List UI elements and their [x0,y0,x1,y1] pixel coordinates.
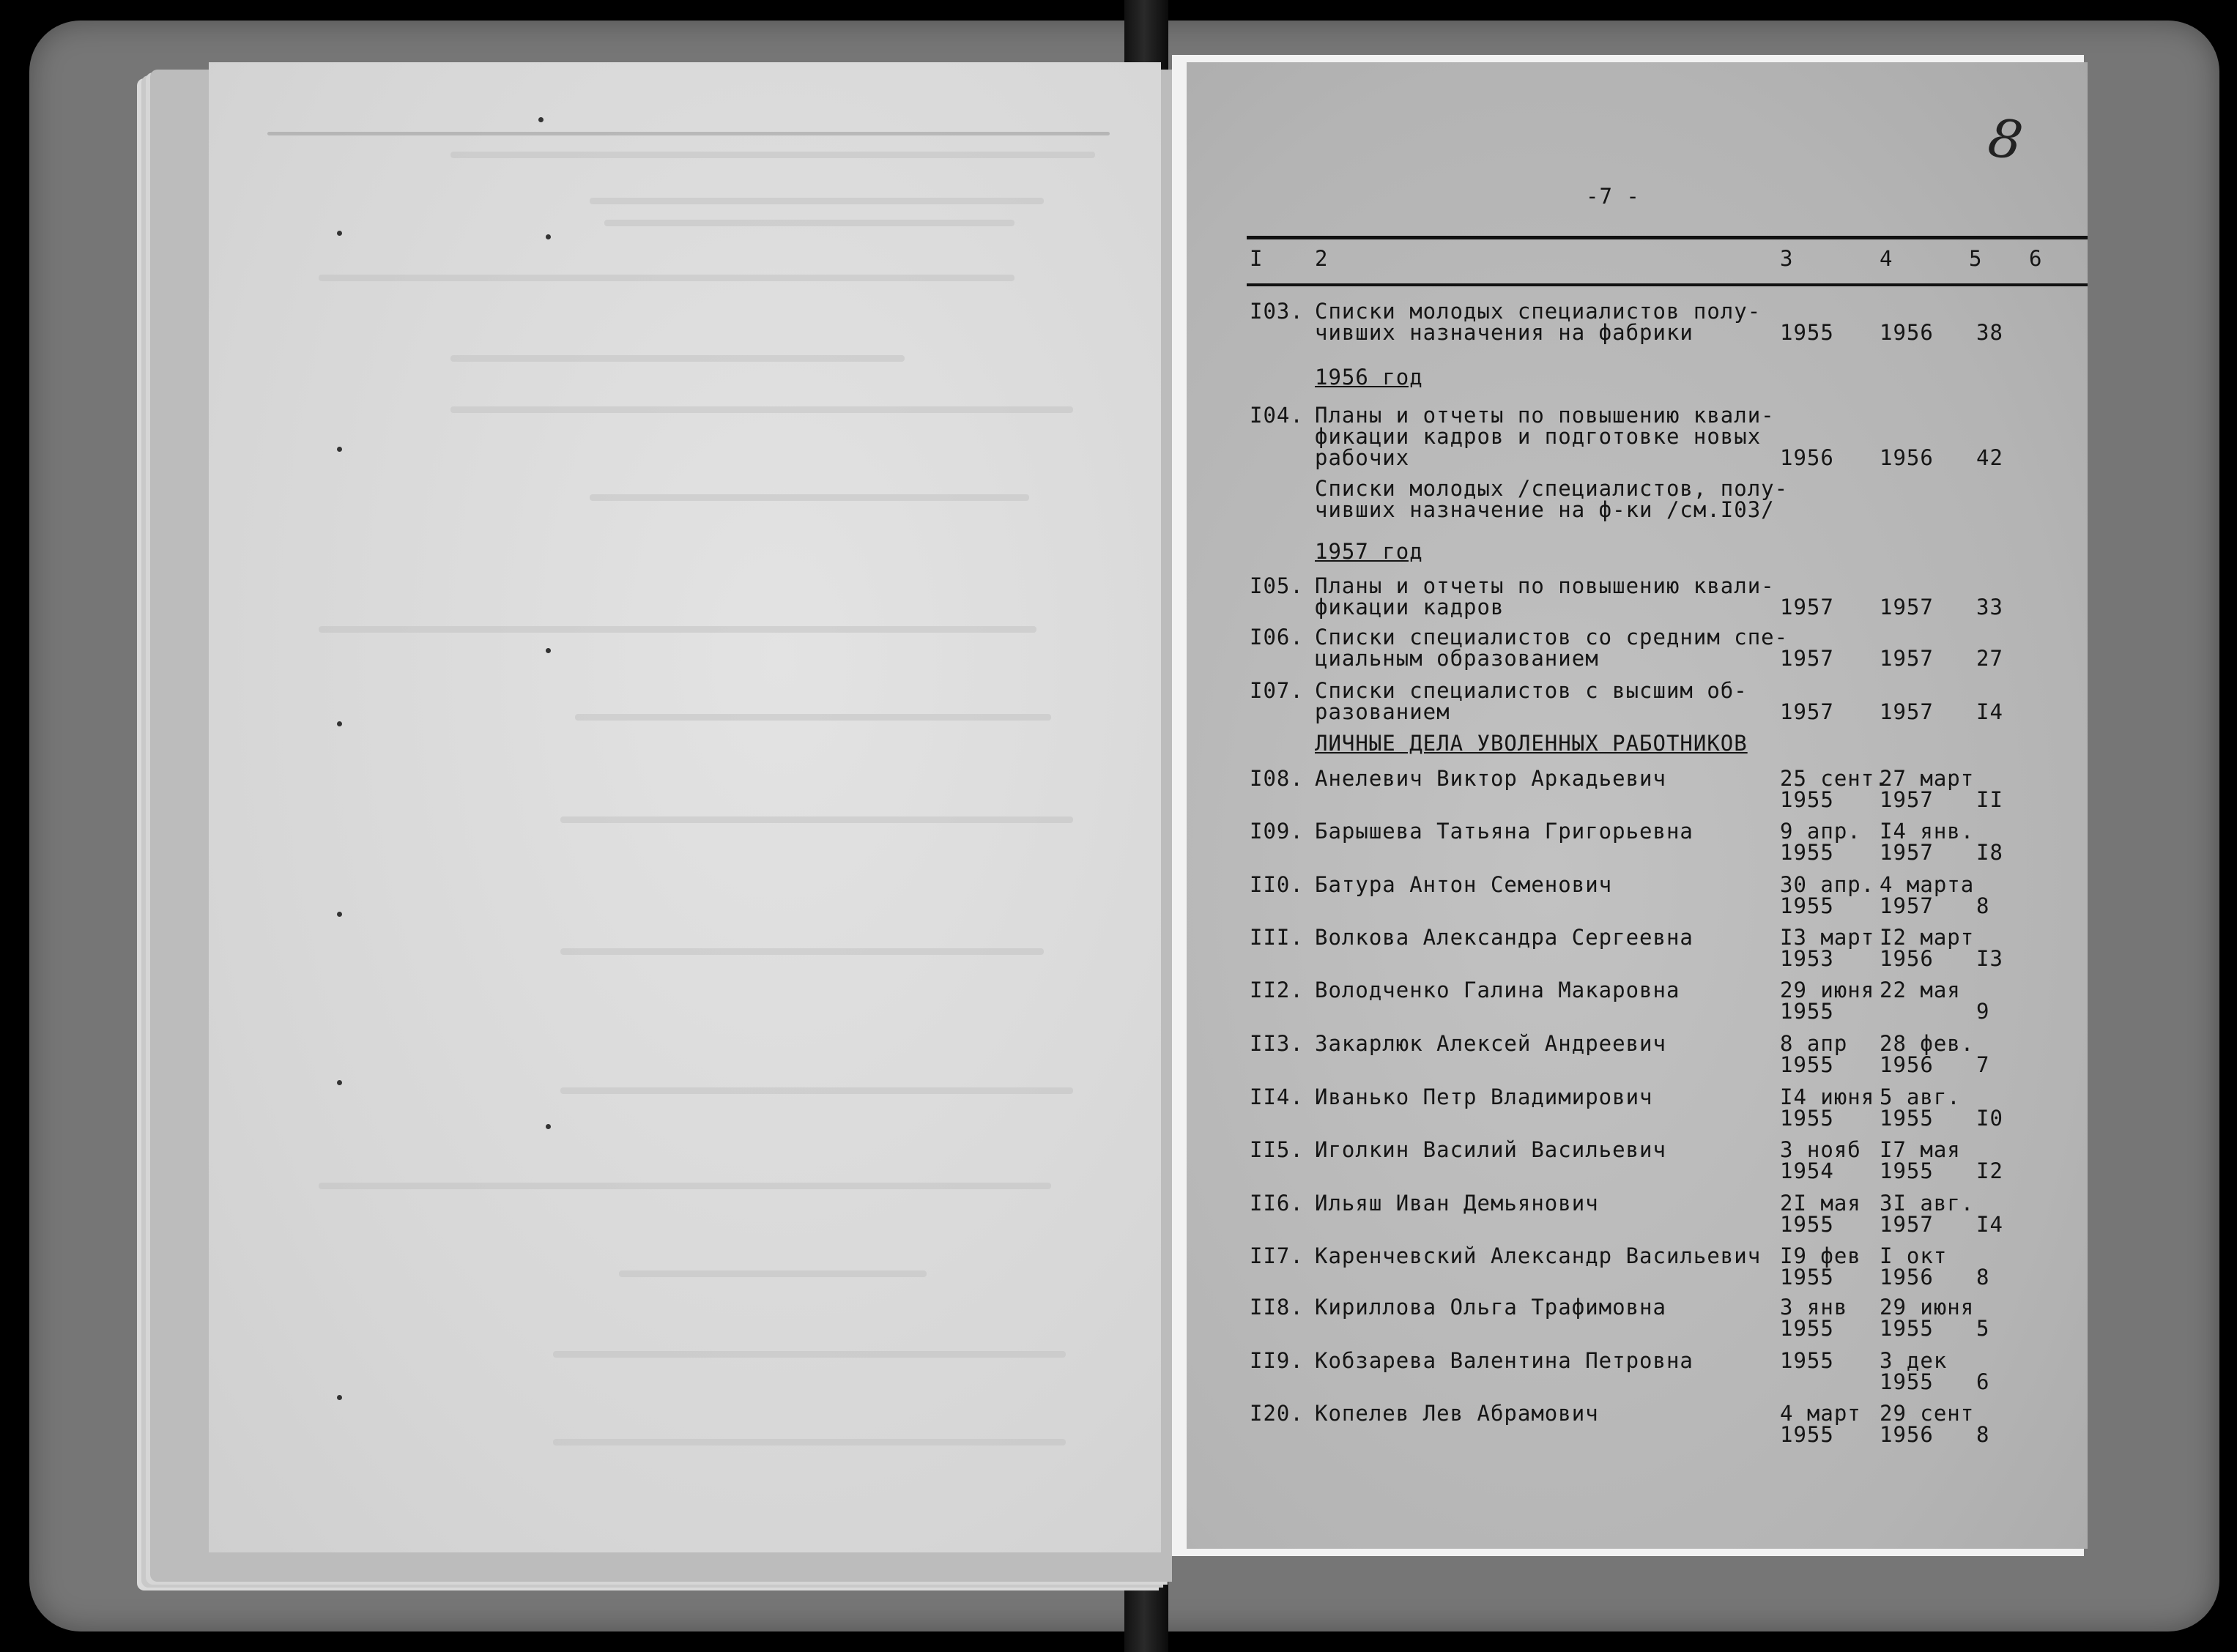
entry-title-line: рабочих [1315,445,1410,470]
entry-c5: I3 [1976,946,2003,971]
entry-title-line: Барышева Татьяна Григорьевна [1315,819,1693,844]
entry-c3: 1955 [1780,1348,1834,1373]
entry-title-line: Копелев Лев Абрамович [1315,1401,1599,1426]
entry-number: I06. [1250,625,1304,650]
entry-c5: 9 [1976,999,1990,1024]
entry-c3: 1953 [1780,946,1834,971]
section-heading: ЛИЧНЫЕ ДЕЛА УВОЛЕННЫХ РАБОТНИКОВ [1315,731,1748,756]
entry-title-line: Волкова Александра Сергеевна [1315,925,1693,950]
ghost-line [319,1183,1051,1189]
entry-c5: I4 [1976,699,2003,724]
entry-c3: I3 март [1780,925,1875,950]
entry-c4: 1957 [1880,893,1934,918]
entry-c3: 1956 [1780,445,1834,470]
entry-c5: 6 [1976,1369,1990,1394]
entry-number: II5. [1250,1137,1304,1162]
entry-c4: 1955 [1880,1369,1934,1394]
entry-title-line: Списки молодых специалистов полу- [1315,299,1762,324]
entry-c4: 1955 [1880,1106,1934,1131]
left-page-faded [209,62,1161,1552]
entry-c5: 5 [1976,1316,1990,1341]
entry-c4: 3I авг. [1880,1191,1975,1216]
entry-title-line: Ильяш Иван Демьянович [1315,1191,1599,1216]
entry-number: I07. [1250,678,1304,703]
entry-title-line: Планы и отчеты по повышению квали- [1315,573,1775,598]
entry-c4: 4 марта [1880,872,1975,897]
entry-title-line: Иванько Петр Владимирович [1315,1084,1653,1109]
entry-number: I09. [1250,819,1304,844]
column-header: 4 [1880,246,1893,271]
ink-dot [337,447,342,452]
entry-c5: I0 [1976,1106,2003,1131]
entry-title-line: Кириллова Ольга Трафимовна [1315,1295,1666,1320]
entry-c4: 1957 [1880,699,1934,724]
entry-number: II4. [1250,1084,1304,1109]
entry-number: II2. [1250,978,1304,1002]
entry-c4: 1955 [1880,1158,1934,1183]
column-header: I [1250,246,1264,271]
entry-c4: 28 фев. [1880,1031,1975,1056]
entry-c4: I7 мая [1880,1137,1961,1162]
entry-title-line: Володченко Галина Макаровна [1315,978,1680,1002]
entry-c4: 29 июня [1880,1295,1975,1320]
entry-number: I20. [1250,1401,1304,1426]
ink-dot [546,234,551,239]
entry-c3: 1955 [1780,893,1834,918]
entry-number: II8. [1250,1295,1304,1320]
ghost-line [590,494,1029,501]
entry-c3: 4 март [1780,1401,1861,1426]
entry-c5: 8 [1976,893,1990,918]
entry-c4: I4 янв. [1880,819,1975,844]
entry-c4: 1956 [1880,1052,1934,1077]
section-heading: 1957 год [1315,539,1423,564]
entry-c5: 27 [1976,646,2003,671]
entry-c4: 1957 [1880,595,1934,620]
table-header-rule [1247,283,2088,286]
column-header: 3 [1780,246,1794,271]
ghost-line [553,1351,1066,1358]
entry-c5: I4 [1976,1212,2003,1237]
entry-c3: 1955 [1780,320,1834,345]
ghost-line [575,714,1051,721]
entry-title-line: Списки специалистов с высшим об- [1315,678,1748,703]
entry-c3: 25 сент. [1780,766,1888,791]
entry-c3: 1957 [1780,646,1834,671]
entry-c4: 1956 [1880,1422,1934,1447]
ink-dot [546,1124,551,1129]
entry-c4: 1957 [1880,840,1934,865]
entry-c3: 3 янв [1780,1295,1848,1320]
entry-c4: 1955 [1880,1316,1934,1341]
entry-c5: 38 [1976,320,2003,345]
entry-c3: 1955 [1780,999,1834,1024]
column-header: 6 [2029,246,2043,271]
entry-number: I03. [1250,299,1304,324]
entry-title-line: Батура Антон Семенович [1315,872,1613,897]
entry-c5: 7 [1976,1052,1990,1077]
ink-dot [337,1080,342,1085]
entry-number: II9. [1250,1348,1304,1373]
entry-c3: 1955 [1780,1052,1834,1077]
entry-c5: 42 [1976,445,2003,470]
entry-c4: I2 март [1880,925,1975,950]
entry-c5: 8 [1976,1265,1990,1290]
entry-c5: I8 [1976,840,2003,865]
entry-c3: 9 апр. [1780,819,1861,844]
ghost-line [604,220,1014,226]
entry-c3: 2I мая [1780,1191,1861,1216]
ink-dot [337,1395,342,1400]
entry-title-line: Каренчевский Александр Васильевич [1315,1243,1762,1268]
entry-title-line: Кобзарева Валентина Петровна [1315,1348,1693,1373]
entry-number: I05. [1250,573,1304,598]
entry-c4: 1956 [1880,1265,1934,1290]
ghost-line [560,816,1073,823]
entry-c4: 1957 [1880,1212,1934,1237]
entry-title-line: Анелевич Виктор Аркадьевич [1315,766,1666,791]
entry-c3: 1955 [1780,1265,1834,1290]
ghost-line [553,1439,1066,1446]
ink-dot [538,117,544,122]
ghost-line [450,406,1073,413]
entry-title-line: Закарлюк Алексей Андреевич [1315,1031,1666,1056]
entry-c3: 1955 [1780,840,1834,865]
entry-c3: 1955 [1780,787,1834,812]
ghost-line [590,198,1044,204]
entry-number: II0. [1250,872,1304,897]
entry-title-line: разованием [1315,699,1450,724]
entry-c3: 1955 [1780,1212,1834,1237]
entry-title-line: чивших назначения на фабрики [1315,320,1693,345]
entry-c4: 1956 [1880,946,1934,971]
entry-title-line: фикации кадров и подготовке новых [1315,424,1762,449]
entry-c3: 1955 [1780,1422,1834,1447]
entry-c4: 5 авг. [1880,1084,1961,1109]
ghost-line [319,626,1036,633]
entry-number: II7. [1250,1243,1304,1268]
ink-dot [337,231,342,236]
entry-number: III. [1250,925,1304,950]
ghost-rule [267,132,1110,135]
entry-number: I08. [1250,766,1304,791]
entry-title-line: циальным образованием [1315,646,1599,671]
entry-title-line: Планы и отчеты по повышению квали- [1315,403,1775,428]
entry-c3: I9 фев [1780,1243,1861,1268]
section-heading: 1956 год [1315,365,1423,390]
entry-title-line: фикации кадров [1315,595,1505,620]
page-number: -7 - [1586,184,1640,209]
entry-title-line: чивших назначение на ф-ки /см.I03/ [1315,497,1775,522]
entry-c4: 22 мая [1880,978,1961,1002]
folio-number-handwritten: 8 [1984,106,2027,172]
ghost-line [560,948,1044,955]
entry-c3: I4 июня [1780,1084,1875,1109]
column-header: 2 [1315,246,1329,271]
table-top-rule [1247,236,2088,239]
entry-c5: I2 [1976,1158,2003,1183]
ink-dot [546,648,551,653]
entry-c3: 30 апр. [1780,872,1875,897]
entry-number: I04. [1250,403,1304,428]
entry-c4: 1956 [1880,320,1934,345]
entry-c5: 33 [1976,595,2003,620]
entry-c3: 1954 [1780,1158,1834,1183]
entry-c4: 1957 [1880,787,1934,812]
ink-dot [337,912,342,917]
entry-c4: 1956 [1880,445,1934,470]
ink-dot [337,721,342,726]
entry-c4: 27 март [1880,766,1975,791]
entry-c3: 3 нояб [1780,1137,1861,1162]
entry-c3: 1955 [1780,1316,1834,1341]
entry-title-line: Списки специалистов со средним спе- [1315,625,1789,650]
ghost-line [319,275,1014,281]
entry-title-line: Иголкин Василий Васильевич [1315,1137,1666,1162]
ghost-line [619,1270,927,1277]
entry-c3: 8 апр [1780,1031,1848,1056]
ghost-line [560,1087,1073,1094]
entry-c3: 1955 [1780,1106,1834,1131]
entry-title-line: Списки молодых /специалистов, полу- [1315,476,1789,501]
ghost-line [450,355,905,362]
entry-c4: I окт [1880,1243,1948,1268]
entry-c3: 1957 [1780,595,1834,620]
entry-c4: 29 сент [1880,1401,1975,1426]
entry-c3: 29 июня [1780,978,1875,1002]
entry-c5: II [1976,787,2003,812]
column-header: 5 [1969,246,1983,271]
entry-c5: 8 [1976,1422,1990,1447]
entry-number: II6. [1250,1191,1304,1216]
entry-number: II3. [1250,1031,1304,1056]
ghost-line [450,152,1095,158]
entry-c4: 3 дек [1880,1348,1948,1373]
entry-c4: 1957 [1880,646,1934,671]
entry-c3: 1957 [1780,699,1834,724]
